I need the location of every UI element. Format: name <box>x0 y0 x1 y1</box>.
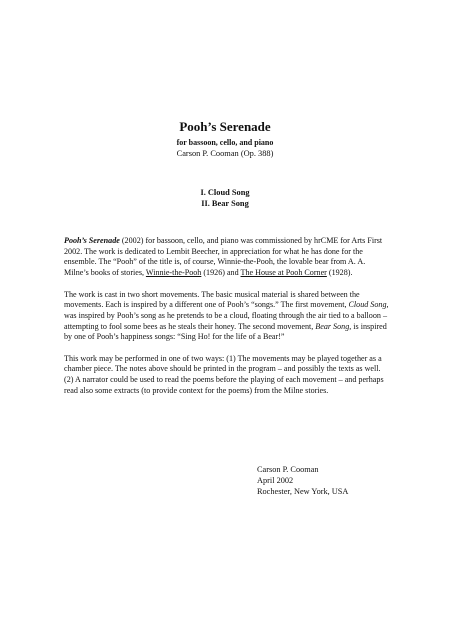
movement-title-2: Bear Song <box>315 321 350 331</box>
signature-date: April 2002 <box>257 476 294 485</box>
composer-line: Carson P. Cooman (Op. 388) <box>176 149 274 158</box>
paragraph-2 <box>64 290 391 344</box>
paragraph-2-text-b: , was inspired by Pooh’s song as he pretends to be a cloud, floating through the air tied to a balloon – attempting to fool some bees as he steals their honey. The second movement, <box>64 300 389 331</box>
book-title-1: Winnie-the-Pooh <box>145 268 202 278</box>
paragraph-2-text-c: , is inspired by one of Pooh’s happiness songs: “Sing Ho! for the life of a Bear!” <box>64 321 387 342</box>
paragraph-3: This work may be performed in one of two ways: (1) The movements may be played together as a chamber piece. The notes above should be printed in the program – and possibly the texts as well. (2) A narrator could be used to read the poems before the playing of each movement – and perhaps read also some extracts (to provide context for the poems) from the Milne stories. <box>64 353 384 395</box>
movement-title-1: Cloud Song <box>348 300 387 310</box>
paragraph-1-text-b: (1926) and <box>201 268 241 278</box>
movement-item-2: II. Bear Song <box>201 199 249 208</box>
work-title-italic: Pooh’s Serenade <box>64 236 120 245</box>
paragraph-1-text-a: (2002) for bassoon, cello, and piano was commissioned by hrCME for Arts First 2002. The work is dedicated to Lembit Beecher, in appreciation for what he has done for the ensemble. The “Pooh” of the title is, of course, Winnie-the-Pooh, the lovable bear from A. A. Milne’s books of stories, <box>64 236 383 278</box>
program-notes <box>64 236 391 407</box>
document-title: Pooh’s Serenade <box>179 119 271 134</box>
instrumentation-subtitle: for bassoon, cello, and piano <box>176 138 274 147</box>
movement-list <box>0 187 450 209</box>
paragraph-1 <box>64 236 391 279</box>
paragraph-2-text-a: The work is cast in two short movements. The basic musical material is shared between the movements. Each is inspired by a different one of Pooh’s “songs.” The first movement, <box>64 289 360 310</box>
signature-block <box>257 464 348 497</box>
signature-name: Carson P. Cooman <box>257 465 319 474</box>
paragraph-1-text-c: (1928). <box>326 268 353 278</box>
book-title-2: The House at Pooh Corner <box>240 268 327 278</box>
signature-place: Rochester, New York, USA <box>257 487 349 496</box>
movement-item-1: I. Cloud Song <box>200 188 250 197</box>
